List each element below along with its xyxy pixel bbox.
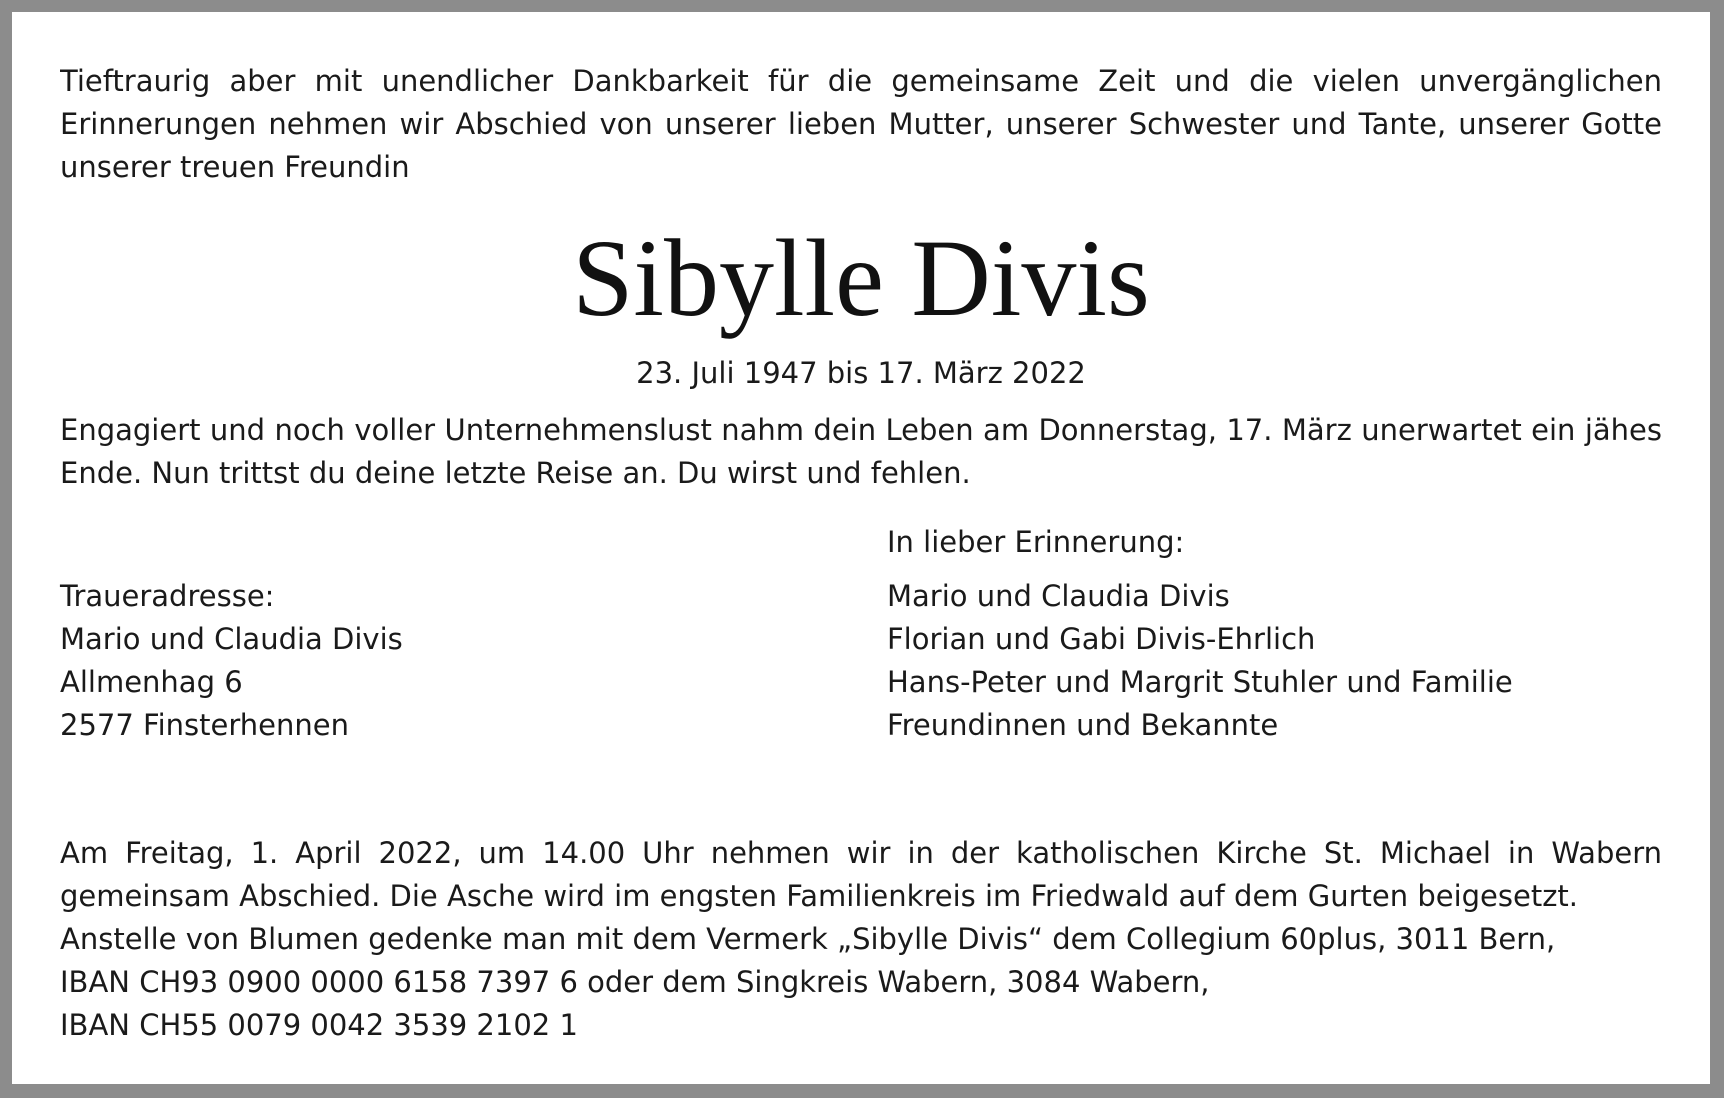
- service-paragraph: [60, 832, 1662, 1047]
- in-memory-line: Florian und Gabi Divis-Ehrlich: [887, 622, 1316, 656]
- mourning-address-heading: Traueradresse:: [60, 579, 275, 613]
- life-dates: 23. Juli 1947 bis 17. März 2022: [636, 356, 1086, 390]
- mourning-address-block: [60, 575, 403, 747]
- service-line: gemeinsam Abschied. Die Asche wird im engsten Familienkreis im Friedwald auf dem Gurten beigesetzt.: [60, 879, 1579, 913]
- obituary-notice: [12, 12, 1710, 1084]
- in-memory-heading: In lieber Erinnerung:: [887, 525, 1185, 559]
- mourning-address-line: 2577 Finsterhennen: [60, 708, 349, 742]
- message-line: Engagiert und noch voller Unternehmenslust nahm dein Leben am Donnerstag, 17. März unerwartet ein jähes: [60, 413, 1662, 447]
- in-memory-line: Hans-Peter und Margrit Stuhler und Familie: [887, 665, 1513, 699]
- intro-line: Erinnerungen nehmen wir Abschied von unserer lieben Mutter, unserer Schwester und Tante, unserer Gotte: [60, 107, 1662, 141]
- service-line: Am Freitag, 1. April 2022, um 14.00 Uhr nehmen wir in der katholischen Kirche St. Michael in Wabern: [60, 836, 1662, 870]
- mourning-address-line: Allmenhag 6: [60, 665, 243, 699]
- service-line: IBAN CH93 0900 0000 6158 7397 6 oder dem Singkreis Wabern, 3084 Wabern,: [60, 965, 1210, 999]
- in-memory-line: Mario und Claudia Divis: [887, 579, 1230, 613]
- service-line: IBAN CH55 0079 0042 3539 2102 1: [60, 1008, 578, 1042]
- message-paragraph: [60, 409, 1662, 495]
- service-line: Anstelle von Blumen gedenke man mit dem Vermerk „Sibylle Divis“ dem Collegium 60plus, 3011 Bern,: [60, 922, 1556, 956]
- intro-paragraph: [60, 60, 1662, 189]
- deceased-name: Sibylle Divis: [572, 217, 1150, 339]
- mourning-address-line: Mario und Claudia Divis: [60, 622, 403, 656]
- intro-line: unserer treuen Freundin: [60, 150, 410, 184]
- message-line: Ende. Nun trittst du deine letzte Reise an. Du wirst und fehlen.: [60, 456, 971, 490]
- intro-line: Tieftraurig aber mit unendlicher Dankbarkeit für die gemeinsame Zeit und die vielen unvergänglichen: [60, 64, 1662, 98]
- in-memory-line: Freundinnen und Bekannte: [887, 708, 1279, 742]
- in-memory-block: [887, 521, 1513, 747]
